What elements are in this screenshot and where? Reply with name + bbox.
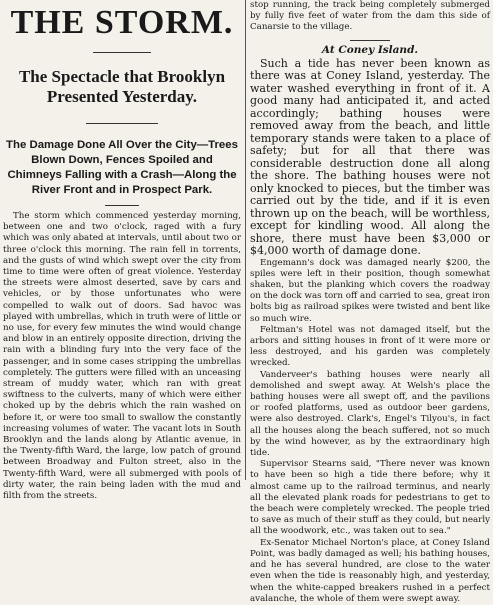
article-title: THE STORM. xyxy=(10,4,234,41)
left-column xyxy=(3,0,241,502)
divider xyxy=(93,52,151,53)
paragraph: Vanderveer's bathing houses were nearly all demolished and swept away. At Welsh's place the bathing houses were all swept off, and the pavilions or roofed platforms, used as outdoor beer gardens, were also destroyed. Clark's, Engel's Tilyou's, in fact all the houses along the beach suffered, not so much by the wind however, as by the extraordinary high tide. xyxy=(250,369,490,459)
divider xyxy=(105,205,139,206)
divider xyxy=(350,40,390,41)
section-heading: At Coney Island. xyxy=(321,43,419,56)
section-body xyxy=(250,58,490,605)
paragraph: Supervisor Stearns said, "There never was known to have been so high a tide there before; why it almost came up to the railroad terminus, and nearly all the elevated plank roads for pedestrians to get to the beach were completely wrecked. The people tried to save as much of their stuff as they could, but nearly all the woodwork, etc., was taken out to sea." xyxy=(250,459,491,537)
paragraph: Engemann's dock was damaged nearly $200, the spiles were left in their position, though somewhat shaken, but the planking which covers the roadway on the dock was torn off and carried to sea, great iron bolts big as railroad spikes were twisted and bent like so much wire. xyxy=(250,257,490,324)
right-column xyxy=(250,0,491,604)
divider xyxy=(86,123,158,124)
article-body xyxy=(3,211,241,502)
article-deck: The Damage Done All Over the City—Trees Blown Down, Fences Spoiled and Chimneys Falling with a Crash—Along the River Front and in Prospect Park. xyxy=(6,139,238,196)
paragraph: stop running, the track being completely submerged by fully five feet of water from the dam this side of Canarsie to the village. xyxy=(250,0,490,33)
lede-paragraph: Such a tide has never been known as there was at Coney Island, yesterday. The water washed everything in front of it. A good many had anticipated it, and acted accordingly; bathing houses were removed away from the beach, and little temporary stands were taken to a place of safety; but for all that there was considerable destruction done all along the shore. The bathing houses were not only knocked to pieces, but the timber was carried out by the tide, and if it is even thrown up on the beach, will be worthless, except for kindling wood. All along the shore, there must have been $3,000 or $4,000 worth of damage done. xyxy=(250,56,490,258)
paragraph: The storm which commenced yesterday morning, between one and two o'clock, raged with a fury which was only abated at intervals, until about two or three o'clock this morning. The rain fell in torrents, and the gusts of wind which swept over the city from time to time were often of great violence. Yesterday the streets were almost deserted, save by cars and vehicles, or by those unfortunates who were compelled to walk out of doors. Sad havoc was played with umbrellas, which in truth were of little or no use, for every few minutes the wind would change and blow in an entirely opposite direction, driving the rain with a blinding fury into the very face of the passenger, and in some cases stripping the umbrellas completely. The gutters were filled with an unceasing stream of muddy water, which ran with great swiftness to the culverts, many of which were either choked up by the debris which the rain washed on before it, or were too small to swallow the constantly increasing volumes of water. The vacant lots in South Brooklyn and the lands along by Atlantic avenue, in the Twenty-fifth Ward, the large, low patch of ground between Broadway and Fulton street, also in the Twenty-fifth Ward, were all submerged with pools of dirty water, the rain being laden with the mud and filth from the streets. xyxy=(3,211,241,502)
article-subhead: The Spectacle that Brooklyn Presented Yesterday. xyxy=(18,67,226,106)
paragraph: Feltman's Hotel was not damaged itself, but the arbors and sitting houses in front of it were more or less destroyed, and his garden was completely wrecked. xyxy=(250,324,490,369)
paragraph: Ex-Senator Michael Norton's place, at Coney Island Point, was badly damaged as well; his bathing houses, and he has several hundred, are close to the water even when the tide is reasonably high, and yesterday, when the white-capped breakers rushed in a perfect avalanche, the whole of them were swept away. xyxy=(250,537,490,604)
column-rule xyxy=(245,0,246,480)
continued-text xyxy=(250,0,490,34)
